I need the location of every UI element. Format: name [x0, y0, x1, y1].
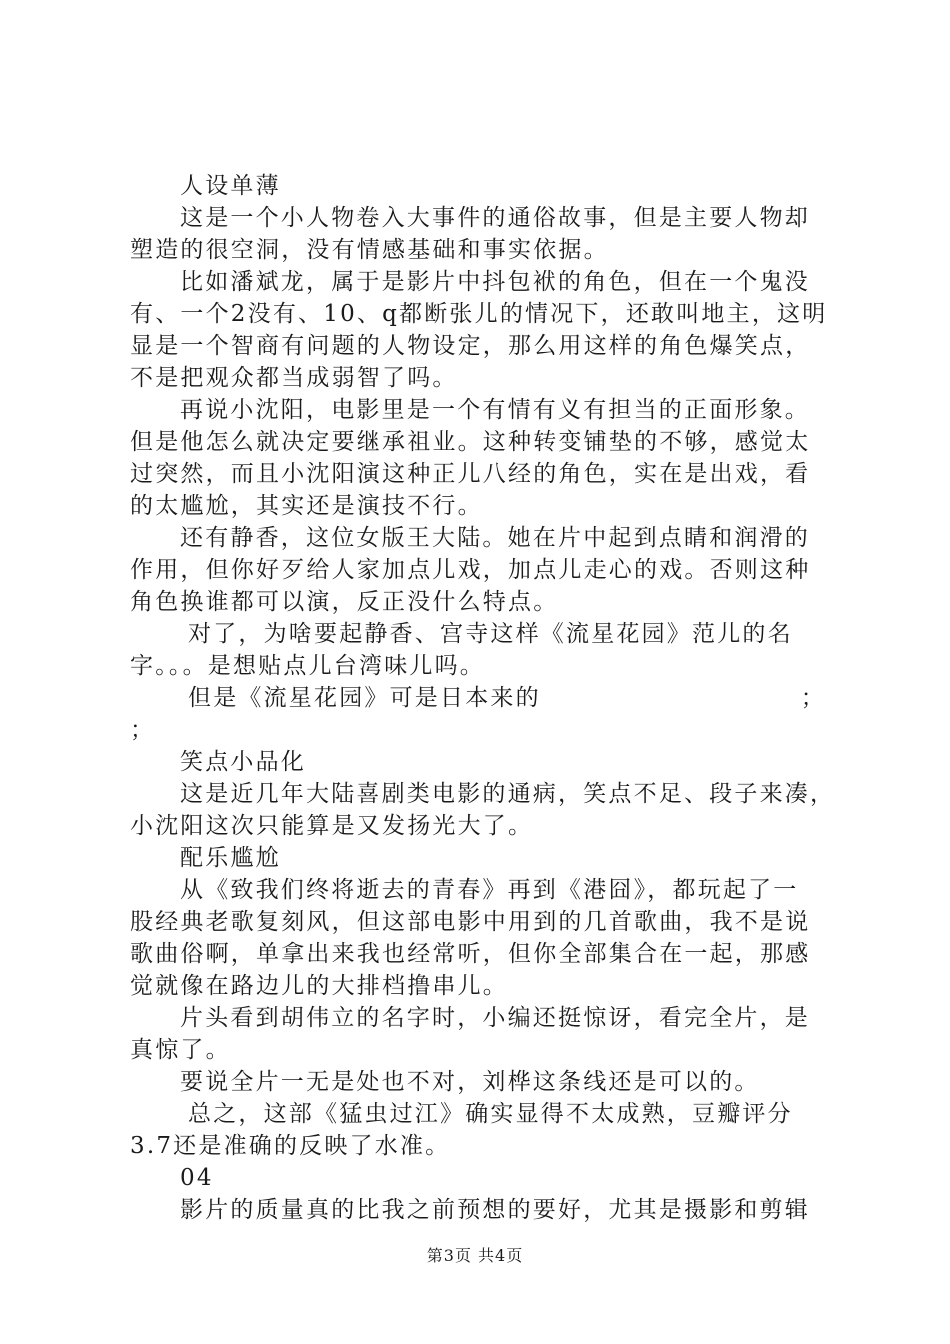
- paragraph-line: 不是把观众都当成弱智了吗。: [130, 365, 458, 391]
- paragraph-line: 影片的质量真的比我之前预想的要好，尤其是摄影和剪辑: [180, 1197, 810, 1223]
- paragraph-line: 从《致我们终将逝去的青春》再到《港囧》，都玩起了一: [180, 877, 799, 903]
- paragraph-line: 的太尴尬，其实还是演技不行。: [130, 493, 483, 519]
- paragraph-line: 再说小沈阳，电影里是一个有情有义有担当的正面形象。: [180, 397, 810, 423]
- section-heading: 笑点小品化: [180, 749, 306, 775]
- document-body: [130, 170, 836, 1226]
- paragraph-line: [130, 682, 830, 714]
- paragraph-line: 觉就像在路边儿的大排档撸串儿。: [130, 973, 508, 999]
- paragraph-line: 歌曲俗啊，单拿出来我也经常听，但你全部集合在一起，那感: [130, 941, 811, 967]
- paragraph-line: 有、一个2没有、10、q都断张儿的情况下，还敢叫地主，这明: [130, 301, 828, 327]
- paragraph-line: 这是近几年大陆喜剧类电影的通病，笑点不足、段子来凑，: [180, 781, 836, 807]
- paragraph-line-end: ；: [800, 685, 826, 711]
- page-footer: 第3页 共4页: [426, 1246, 524, 1265]
- paragraph-line: 过突然，而且小沈阳演这种正儿八经的角色，实在是出戏，看: [130, 461, 811, 487]
- paragraph-line: 塑造的很空洞，没有情感基础和事实依据。: [130, 237, 609, 263]
- paragraph-line-text: 但是《流星花园》可是日本来的: [188, 685, 541, 711]
- paragraph-line: 这是一个小人物卷入大事件的通俗故事，但是主要人物却: [180, 205, 810, 231]
- paragraph-line: 角色换谁都可以演，反正没什么特点。: [130, 589, 559, 615]
- paragraph-line: 3.7还是准确的反映了水准。: [130, 1133, 451, 1159]
- paragraph-line: 股经典老歌复刻风，但这部电影中用到的几首歌曲，我不是说: [130, 909, 811, 935]
- paragraph-line: 字。。。是想贴点儿台湾味儿吗。: [130, 653, 485, 679]
- paragraph-line: 还有静香，这位女版王大陆。她在片中起到点睛和润滑的: [180, 525, 810, 551]
- paragraph-line: 要说全片一无是处也不对，刘桦这条线还是可以的。: [180, 1069, 760, 1095]
- paragraph-line: 对了，为啥要起静香、宫寺这样《流星花园》范儿的名: [188, 621, 793, 647]
- paragraph-line: 真惊了。: [130, 1037, 231, 1063]
- paragraph-line: 作用，但你好歹给人家加点儿戏，加点儿走心的戏。否则这种: [130, 557, 811, 583]
- paragraph-line: 片头看到胡伟立的名字时，小编还挺惊讶，看完全片，是: [180, 1005, 810, 1031]
- paragraph-line: 显是一个智商有问题的人物设定，那么用这样的角色爆笑点，: [130, 333, 811, 359]
- paragraph-line: 小沈阳这次只能算是又发扬光大了。: [130, 813, 534, 839]
- paragraph-line: 但是他怎么就决定要继承祖业。这种转变铺垫的不够，感觉太: [130, 429, 811, 455]
- paragraph-line: 总之，这部《猛虫过江》确实显得不太成熟，豆瓣评分: [188, 1101, 793, 1127]
- paragraph-line: 比如潘斌龙，属于是影片中抖包袱的角色，但在一个鬼没: [180, 269, 810, 295]
- section-number: 04: [180, 1165, 214, 1191]
- section-heading: 配乐尴尬: [180, 845, 281, 871]
- paragraph-line: ；: [130, 717, 156, 743]
- section-heading: 人设单薄: [180, 173, 281, 199]
